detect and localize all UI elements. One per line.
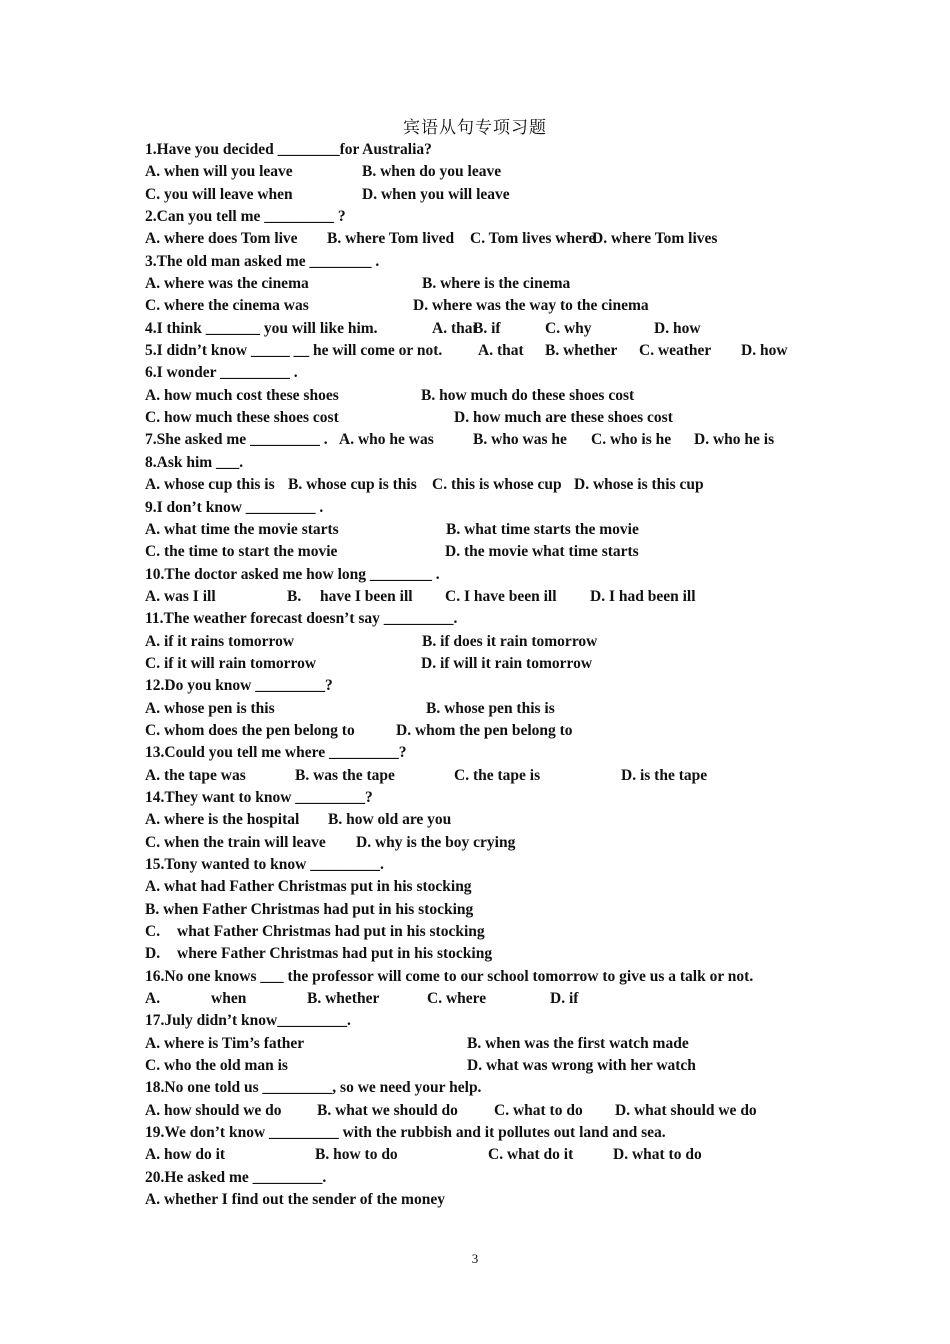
- line-text: A. where was the cinema: [145, 275, 309, 293]
- option-text: D. the movie what time starts: [445, 543, 639, 561]
- text-line: [145, 720, 825, 742]
- line-text: 2.Can you tell me _________ ?: [145, 208, 346, 226]
- text-line: [145, 921, 825, 943]
- line-text: 3.The old man asked me ________ .: [145, 252, 380, 270]
- line-text: A. whether I find out the sender of the money: [145, 1191, 445, 1209]
- option-text: D. what was wrong with her watch: [467, 1057, 696, 1075]
- text-line: [145, 876, 825, 898]
- option-text: B. whose pen this is: [426, 699, 555, 717]
- option-text: B. whose cup is this: [288, 476, 417, 494]
- line-text: 16.No one knows ___ the professor will come to our school tomorrow to give us a talk or not.: [145, 967, 754, 985]
- text-line: [145, 1033, 825, 1055]
- line-text: A. if it rains tomorrow: [145, 632, 295, 650]
- option-text: D. when you will leave: [362, 185, 510, 203]
- line-text: C. whom does the pen belong to: [145, 721, 355, 739]
- line-text: A. whose cup this is: [145, 476, 275, 494]
- option-text: B. whether: [545, 342, 618, 360]
- line-text: 18.No one told us _________, so we need your help.: [145, 1079, 482, 1097]
- option-text: D. if will it rain tomorrow: [421, 654, 593, 672]
- line-text: C. when the train will leave: [145, 833, 326, 851]
- option-text: B. when do you leave: [362, 163, 502, 181]
- text-line: [145, 564, 825, 586]
- line-text: C. who the old man is: [145, 1057, 288, 1075]
- option-text: D. how: [654, 319, 701, 337]
- text-line: [145, 429, 825, 451]
- option-text: B. if does it rain tomorrow: [422, 632, 598, 650]
- line-text: 7.She asked me _________ .: [145, 431, 328, 449]
- text-line: [145, 295, 825, 317]
- option-text: what Father Christmas had put in his stocking: [177, 923, 485, 941]
- line-text: A. how much cost these shoes: [145, 386, 339, 404]
- line-text: 1.Have you decided ________for Australia?: [145, 141, 432, 158]
- text-line: [145, 139, 825, 161]
- line-text: A. when will you leave: [145, 163, 293, 181]
- line-text: A. how do it: [145, 1146, 226, 1164]
- line-text: A. how should we do: [145, 1101, 282, 1119]
- option-text: D. how: [741, 342, 788, 360]
- option-text: D. what to do: [613, 1146, 702, 1164]
- line-text: A. whose pen is this: [145, 699, 275, 717]
- line-text: A.: [145, 990, 161, 1008]
- text-line: [145, 854, 825, 876]
- line-text: 13.Could you tell me where _________?: [145, 744, 407, 762]
- text-line: [145, 452, 825, 474]
- option-text: C. Tom lives where: [470, 230, 596, 248]
- line-text: C. you will leave when: [145, 185, 293, 203]
- text-line: [145, 385, 825, 407]
- text-line: [145, 1144, 825, 1166]
- text-line: [145, 832, 825, 854]
- option-text: C. where: [427, 990, 487, 1008]
- line-text: A. where is Tim’s father: [145, 1034, 305, 1052]
- page-number: 3: [471, 1251, 479, 1266]
- text-line: [145, 541, 825, 563]
- text-line: [145, 586, 825, 608]
- text-line: [145, 228, 825, 250]
- line-text: 4.I think _______ you will like him.: [145, 319, 378, 337]
- text-line: [145, 608, 825, 630]
- line-text: B. when Father Christmas had put in his stocking: [145, 900, 474, 918]
- text-line: [145, 206, 825, 228]
- option-text: B. how old are you: [328, 811, 452, 829]
- option-text: C. the tape is: [454, 766, 541, 784]
- line-text: C.: [145, 923, 161, 941]
- line-text: C. how much these shoes cost: [145, 409, 339, 427]
- line-text: A. where does Tom live: [145, 230, 298, 248]
- line-text: D.: [145, 945, 161, 963]
- line-text: 15.Tony wanted to know _________.: [145, 856, 384, 873]
- text-line: [145, 497, 825, 519]
- text-line: [145, 988, 825, 1010]
- line-text: A. what time the movie starts: [145, 520, 339, 538]
- line-text: A. the tape was: [145, 766, 246, 784]
- text-line: [145, 899, 825, 921]
- option-text: B. where Tom lived: [327, 230, 455, 248]
- text-line: [145, 161, 825, 183]
- option-text: C. what do it: [488, 1146, 574, 1164]
- line-text: 9.I don’t know _________ .: [145, 498, 324, 516]
- option-text: B. who was he: [473, 431, 567, 449]
- option-text: C. weather: [639, 342, 712, 360]
- line-text: 11.The weather forecast doesn’t say _________.: [145, 610, 458, 628]
- option-text: D. where was the way to the cinema: [413, 297, 649, 315]
- option-text: D. who he is: [694, 431, 775, 449]
- option-text: have I been ill: [320, 587, 413, 605]
- text-line: [145, 407, 825, 429]
- line-text: A. where is the hospital: [145, 811, 300, 829]
- option-text: C. who is he: [591, 431, 672, 449]
- line-text: 5.I didn’t know _____ __ he will come or not.: [145, 342, 443, 360]
- option-text: B.: [287, 587, 302, 605]
- option-text: D. is the tape: [621, 766, 708, 784]
- line-text: C. where the cinema was: [145, 297, 309, 315]
- text-line: [145, 1100, 825, 1122]
- text-line: [145, 1077, 825, 1099]
- line-text: C. if it will rain tomorrow: [145, 654, 317, 672]
- option-text: B. what time starts the movie: [446, 520, 639, 538]
- option-text: D. where Tom lives: [592, 230, 718, 248]
- line-text: 6.I wonder _________ .: [145, 364, 298, 382]
- text-line: [145, 251, 825, 273]
- line-text: 10.The doctor asked me how long ________ .: [145, 565, 440, 583]
- line-text: 17.July didn’t know_________.: [145, 1012, 351, 1030]
- text-line: [145, 1010, 825, 1032]
- text-line: [145, 519, 825, 541]
- text-line: [145, 1189, 825, 1211]
- line-text: 12.Do you know _________?: [145, 677, 333, 695]
- option-text: when: [211, 990, 247, 1008]
- text-line: [145, 273, 825, 295]
- option-text: D. what should we do: [615, 1101, 757, 1119]
- text-line: [145, 474, 825, 496]
- option-text: B. was the tape: [295, 766, 395, 784]
- text-line: [145, 943, 825, 965]
- text-line: [145, 809, 825, 831]
- option-text: C. why: [545, 319, 592, 337]
- text-line: [145, 698, 825, 720]
- line-text: A. was I ill: [145, 587, 216, 605]
- option-text: A. that: [478, 342, 524, 360]
- text-line: [145, 675, 825, 697]
- option-text: B. how much do these shoes cost: [421, 386, 635, 404]
- option-text: A. who he was: [339, 431, 434, 449]
- text-line: [145, 362, 825, 384]
- option-text: B. how to do: [315, 1146, 398, 1164]
- question-list: [145, 139, 825, 1212]
- option-text: C. what to do: [494, 1101, 583, 1119]
- text-line: [145, 1122, 825, 1144]
- text-line: [145, 340, 825, 362]
- line-text: 20.He asked me _________.: [145, 1168, 327, 1186]
- option-text: B. where is the cinema: [422, 275, 571, 293]
- line-text: 19.We don’t know _________ with the rubbish and it pollutes out land and sea.: [145, 1124, 666, 1142]
- line-text: A. what had Father Christmas put in his stocking: [145, 878, 472, 896]
- text-line: [145, 653, 825, 675]
- text-line: [145, 787, 825, 809]
- option-text: D. how much are these shoes cost: [454, 409, 673, 427]
- line-text: C. the time to start the movie: [145, 543, 338, 561]
- line-text: 14.They want to know _________?: [145, 788, 373, 806]
- option-text: D. whom the pen belong to: [396, 721, 573, 739]
- option-text: A. that: [432, 319, 478, 337]
- option-text: B. whether: [307, 990, 380, 1008]
- text-line: [145, 631, 825, 653]
- option-text: D. whose is this cup: [574, 476, 704, 494]
- page-title: 宾语从句专项习题: [403, 118, 547, 138]
- text-line: [145, 765, 825, 787]
- text-line: [145, 318, 825, 340]
- text-line: [145, 184, 825, 206]
- text-line: [145, 1055, 825, 1077]
- option-text: where Father Christmas had put in his stocking: [177, 945, 493, 963]
- option-text: D. if: [550, 990, 579, 1008]
- option-text: D. why is the boy crying: [356, 833, 516, 851]
- option-text: C. this is whose cup: [432, 476, 562, 494]
- text-line: [145, 1167, 825, 1189]
- option-text: B. when was the first watch made: [467, 1034, 689, 1052]
- option-text: B. what we should do: [317, 1101, 458, 1119]
- option-text: B. if: [473, 319, 501, 337]
- line-text: 8.Ask him ___.: [145, 453, 244, 471]
- text-line: [145, 742, 825, 764]
- text-line: [145, 966, 825, 988]
- option-text: D. I had been ill: [590, 587, 696, 605]
- option-text: C. I have been ill: [445, 587, 557, 605]
